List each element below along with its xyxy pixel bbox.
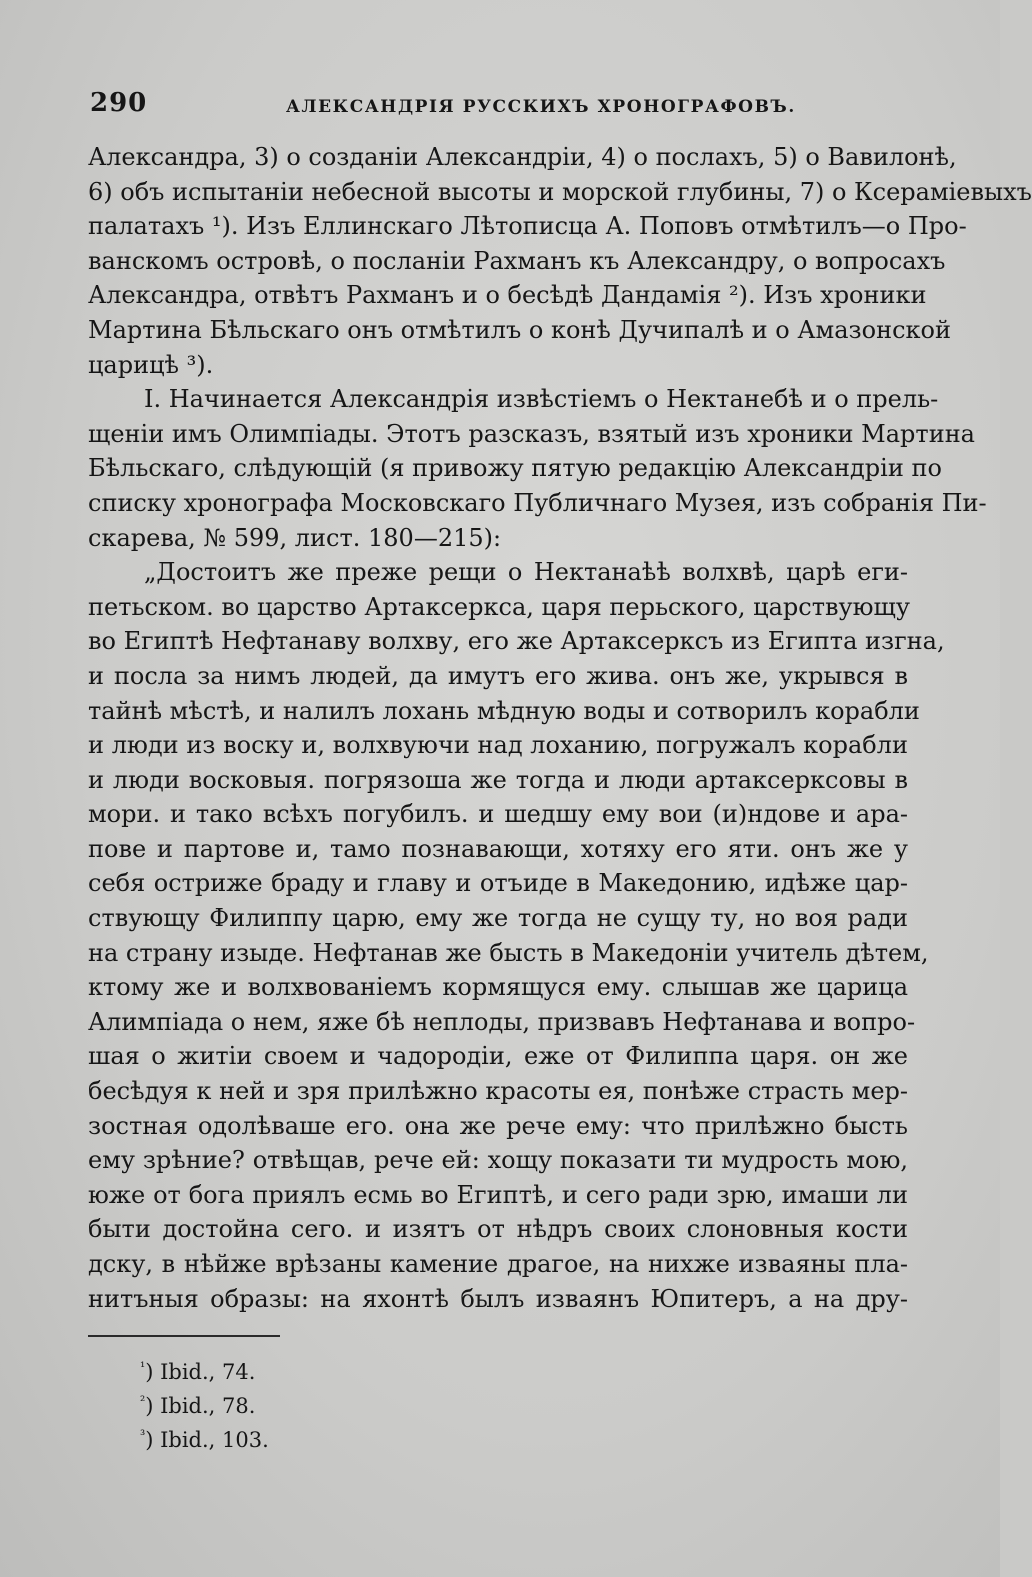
footnote-mark: ³ [140,1428,146,1443]
quote-line: „Достоитъ же преже рещи о Нектанаѣѣ волхвѣ, царѣ еги- [144,558,908,587]
quote-line: нитъныя образы: на яхонтѣ былъ изваянъ Юпитеръ, а на дру- [88,1284,908,1313]
page-number: 290 [90,88,148,118]
text-line: палатахъ ¹). Изъ Еллинскаго Лѣтописца А. Поповъ отмѣтилъ—о Про- [88,212,967,241]
text-line: I. Начинается Александрія извѣстіемъ о Нектанебѣ и о прель- [144,385,939,414]
text-line: скарева, № 599, лист. 180—215): [88,523,502,552]
quote-line: петьском. во царство Артаксеркса, царя перьского, царствующу [88,592,910,621]
footnote-text: ) Ibid., 103. [145,1428,269,1452]
quote-line: во Египтѣ Нефтанаву волхву, его же Артаксерксъ из Египта изгна, [88,627,945,656]
quote-line: ктому же и волхвованіемъ кормящуся ему. слышав же царица [88,973,908,1002]
quote-line: мори. и тако всѣхъ погубилъ. и шедшу ему вои (и)ндове и ара- [88,800,908,829]
quote-line: себя остриже браду и главу и отъиде в Македонию, идѣже цар- [88,869,908,898]
text-line: 6) объ испытаніи небесной высоты и морской глубины, 7) о Ксераміевыхъ [88,177,1032,206]
footnote-text: ) Ibid., 78. [145,1394,256,1418]
quote-line: бесѣдуя к ней и зря прилѣжно красоты ея, понѣже страсть мер- [88,1077,908,1106]
running-title: АЛЕКСАНДРІЯ РУССКИХЪ ХРОНОГРАФОВЪ. [286,97,796,117]
quote-line: дску, в нѣйже врѣзаны камение драгое, на нихже изваяны пла- [88,1250,908,1278]
quote-line: на страну изыде. Нефтанав же бысть в Македоніи учитель дѣтем, [88,938,929,967]
footnote-mark: ¹ [140,1360,146,1375]
quote-line: и люди восковыя. погрязоша же тогда и люди артаксерксовы в [88,765,908,794]
footnote-mark: ² [140,1394,146,1409]
quote-line: тайнѣ мѣстѣ, и налилъ лохань мѣдную воды и сотворилъ корабли [88,696,920,725]
quote-line: и посла за нимъ людей, да имутъ его жива. онъ же, укрывся в [88,661,908,690]
quote-line: Алимпіада о нем, яже бѣ неплоды, призвавъ Нефтанава и вопро- [88,1007,916,1036]
text-line: Александра, отвѣтъ Рахманъ и о бесѣдѣ Дандамія ²). Изъ хроники [88,281,927,310]
footnotes [140,1355,540,1457]
footnote-text: ) Ibid., 74. [145,1360,256,1384]
text-line: ванскомъ островѣ, о посланіи Рахманъ къ Александру, о вопросахъ [88,246,946,275]
quote-line: зостная одолѣваше его. она же рече ему: что прилѣжно бысть [88,1111,908,1140]
quote-line: ему зрѣние? отвѣщав, рече ей: хощу показати ти мудрость мою, [88,1146,908,1175]
page-header [90,88,905,124]
body-text [88,140,1032,1316]
text-line: Александра, 3) о созданіи Александріи, 4) о послахъ, 5) о Вавилонѣ, [88,143,957,171]
quote-line: быти достойна сего. и изятъ от нѣдръ своих слоновныя кости [88,1215,908,1244]
quote-line: шая о житіи своем и чадородіи, еже от Филиппа царя. он же [88,1042,908,1071]
footnote-divider [88,1335,280,1337]
text-line: царицѣ ³). [88,350,214,379]
footnote-2 [140,1389,540,1423]
quote-line: юже от бога приялъ есмь во Египтѣ, и сего ради зрю, имаши ли [88,1180,908,1209]
quote-line: пове и партове и, тамо познавающи, хотяху его яти. онъ же у [88,834,908,863]
quote-line: и люди из воску и, волхвуючи над лоханию, погружалъ корабли [88,731,908,760]
footnote-3 [140,1423,540,1457]
text-line: щеніи имъ Олимпіады. Этотъ разсказъ, взятый изъ хроники Мартина [88,419,975,448]
footnote-1 [140,1355,540,1389]
quote-line: ствующу Филиппу царю, ему же тогда не сущу ту, но воя ради [88,904,908,933]
text-line: Мартина Бѣльскаго онъ отмѣтилъ о конѣ Дучипалѣ и о Амазонской [88,315,951,344]
text-line: списку хронографа Московскаго Публичнаго Музея, изъ собранія Пи- [88,488,987,517]
text-line: Бѣльскаго, слѣдующій (я привожу пятую редакцію Александріи по [88,454,942,483]
